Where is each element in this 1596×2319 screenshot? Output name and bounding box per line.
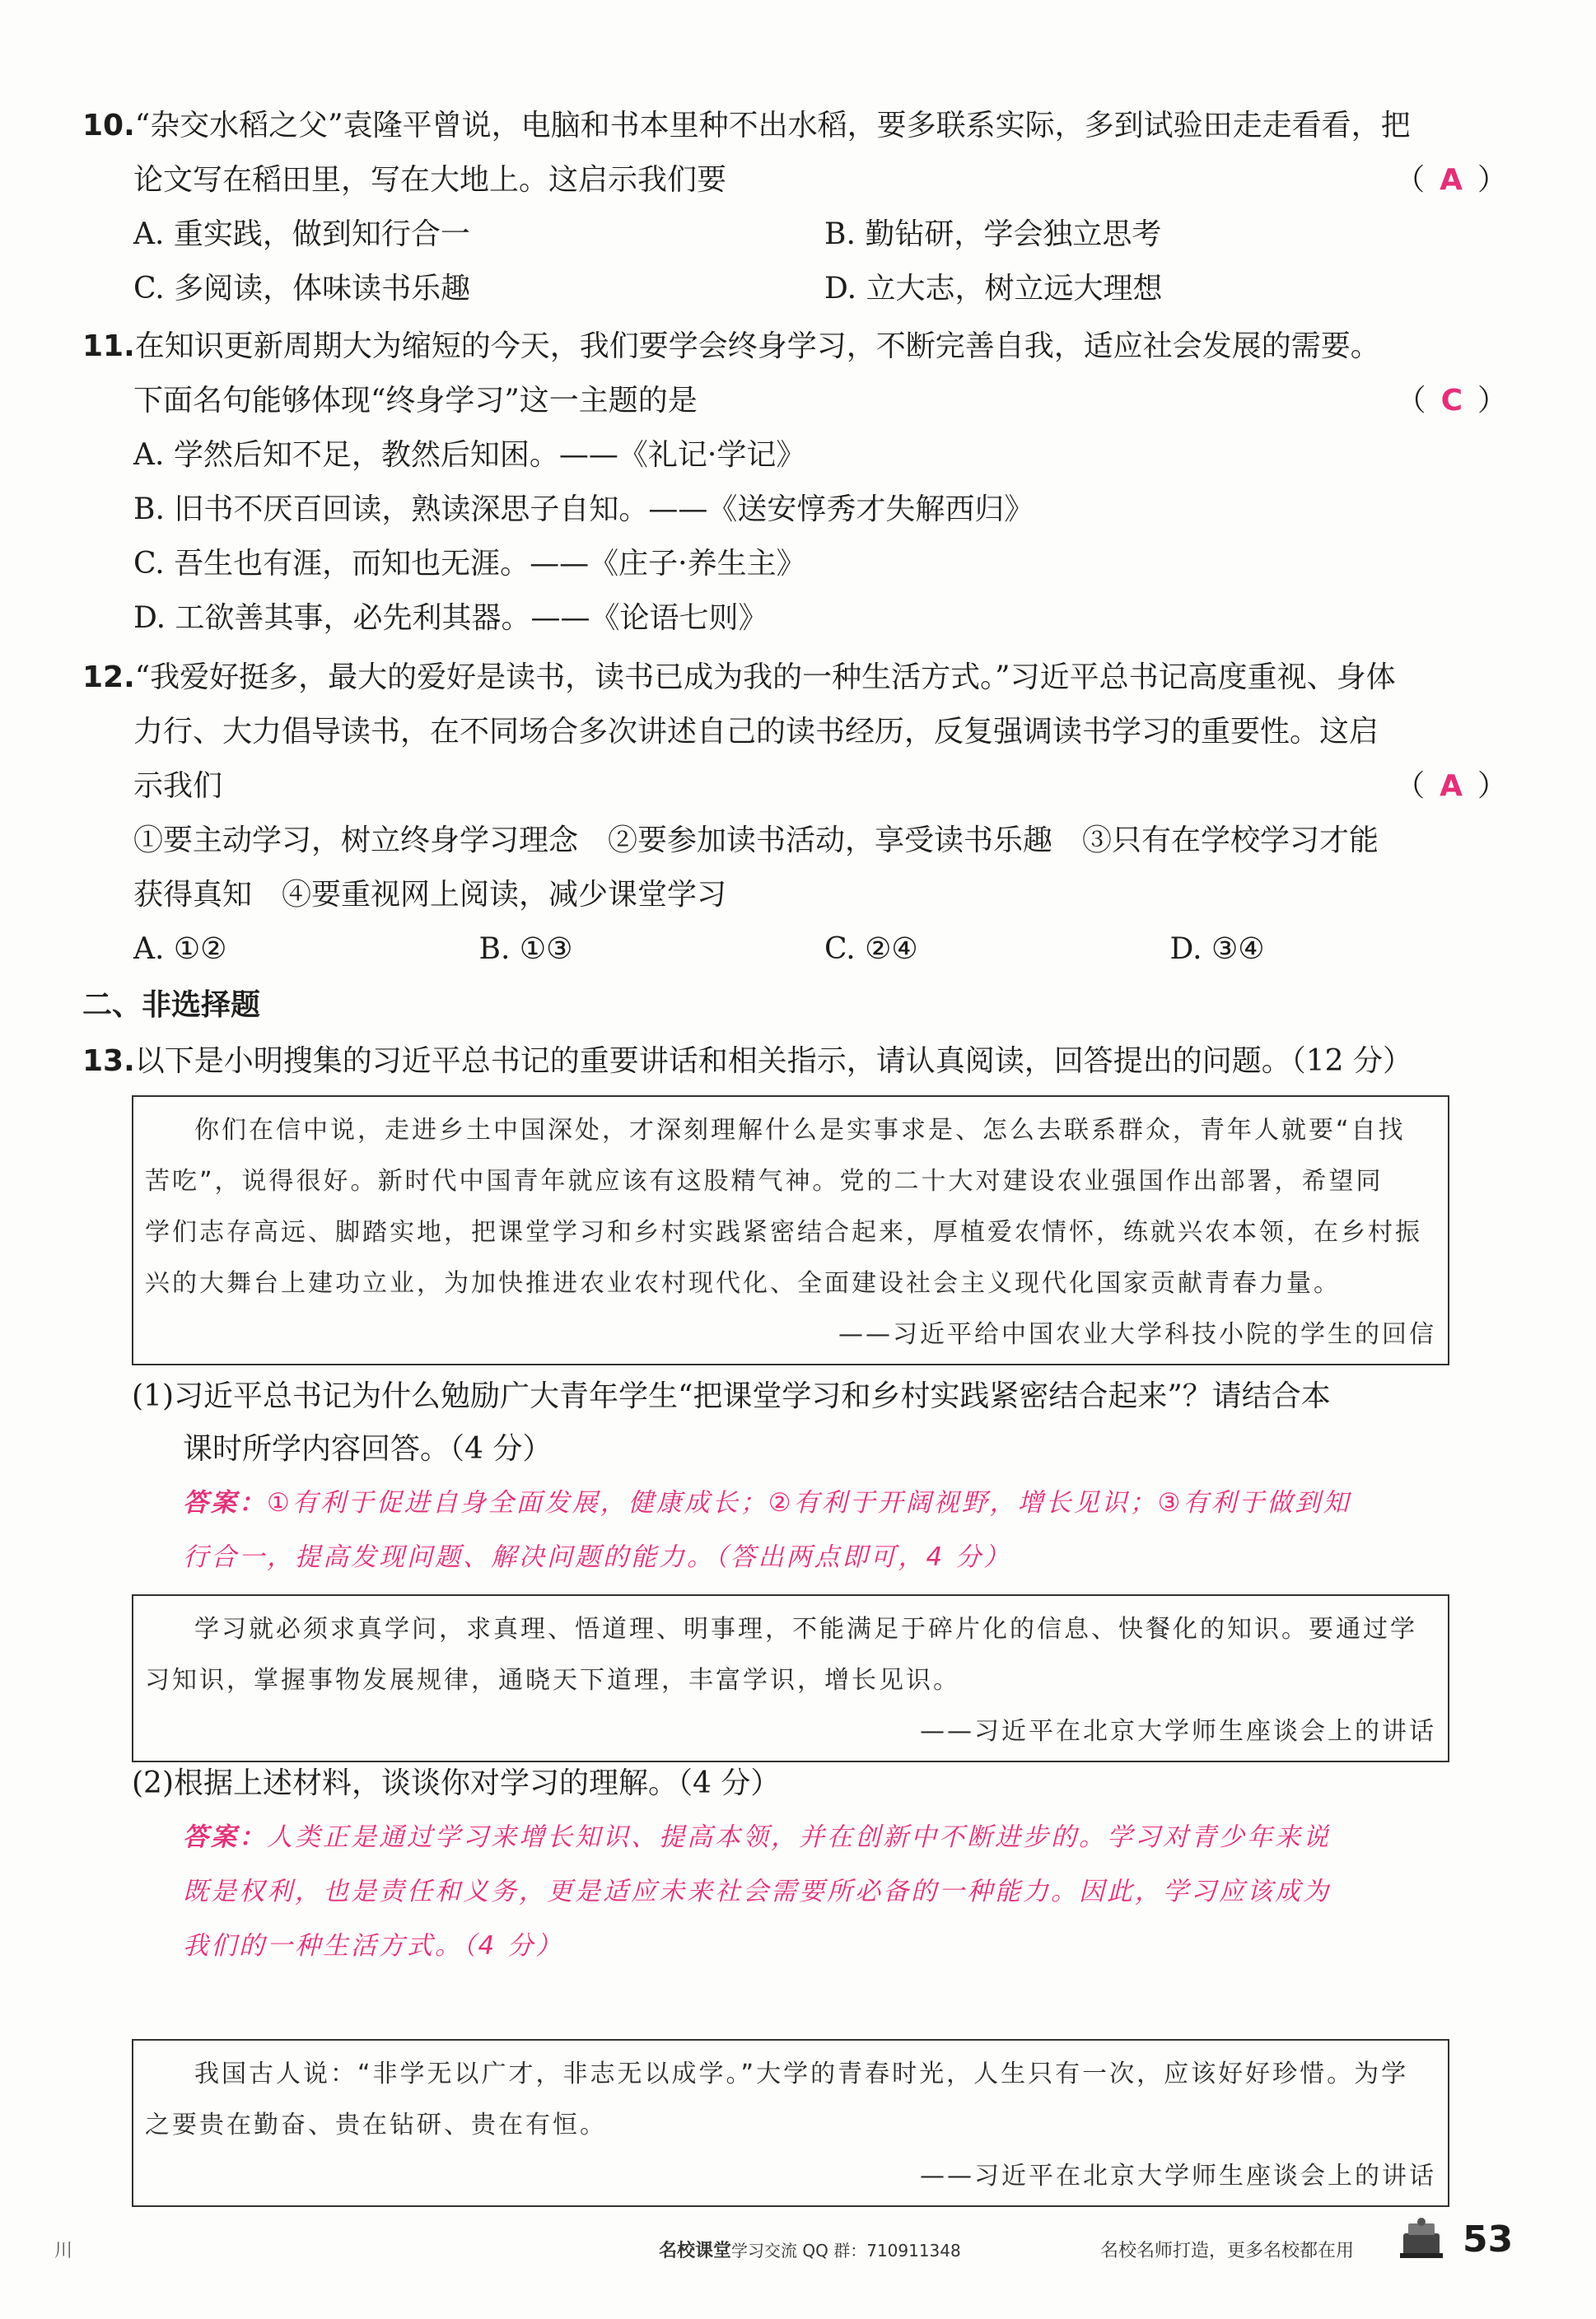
- answer-1: [183, 1476, 1509, 1584]
- option-d: D. 工欲善其事，必先利其器。——《论语七则》: [133, 601, 768, 635]
- sub-question-2: [132, 1757, 1515, 1810]
- option-a: A. 学然后知不足，教然后知困。——《礼记·学记》: [133, 438, 806, 472]
- option-d: D. ③④: [1169, 932, 1265, 966]
- footer-slogan: 名校名师打造，更多名校都在用: [1100, 2241, 1355, 2261]
- material-line: 之要贵在勤奋、贵在钻研、贵在有恒。: [145, 2111, 607, 2139]
- answer-letter: A: [1440, 769, 1463, 803]
- answer-line: 既是权利，也是责任和义务，更是适应未来社会需要所必备的一种能力。因此，学习应该成为: [183, 1877, 1331, 1906]
- sub-question-line: (1)习近平总书记为什么勉励广大青年学生“把课堂学习和乡村实践紧密结合起来”？请结合本: [132, 1379, 1331, 1413]
- footer-qq-group: [659, 2237, 961, 2262]
- question-number: 13.: [82, 1044, 135, 1078]
- material-source: ——习近平给中国农业大学科技小院的学生的回信: [838, 1320, 1436, 1349]
- answer-label: 答案：: [183, 1822, 267, 1852]
- statement-line: ①要主动学习，树立终身学习理念 ②要参加读书活动，享受读书乐趣 ③只有在学校学习才能: [133, 824, 1379, 857]
- page-number: 53: [1463, 2219, 1514, 2261]
- section-title: 二、非选择题: [82, 988, 261, 1022]
- answer-line: 行合一，提高发现问题、解决问题的能力。（答出两点即可，4 分）: [183, 1542, 1012, 1572]
- answer-line: ①有利于促进自身全面发展，健康成长；②有利于开阔视野，增长见识；③有利于做到知: [267, 1488, 1351, 1518]
- option-a: A. ①②: [133, 932, 227, 966]
- answer-bracket: （ C ）: [1396, 384, 1507, 418]
- material-box-2: [132, 1594, 1449, 1762]
- answer-letter: A: [1440, 163, 1463, 197]
- answer-bracket: （ A ）: [1395, 163, 1507, 197]
- material-line: 你们在信中说，走进乡土中国深处，才深刻理解什么是实事求是、怎么去联系群众，青年人就要“自找: [194, 1116, 1406, 1145]
- material-line: 苦吃”，说得很好。新时代中国青年就应该有这股精气神。党的二十大对建设农业强国作出部署，希望同: [145, 1167, 1384, 1196]
- question-number: 10.: [82, 109, 135, 142]
- footer-region-mark: 川: [54, 2241, 73, 2261]
- sub-question-1: [132, 1370, 1515, 1476]
- option-d: D. 立大志，树立远大理想: [824, 272, 1163, 306]
- answer-line: 人类正是通过学习来增长知识、提高本领，并在创新中不断进步的。学习对青少年来说: [267, 1822, 1331, 1852]
- option-c: C. 吾生也有涯，而知也无涯。——《庄子·养生主》: [133, 547, 806, 581]
- answer-letter: C: [1440, 384, 1463, 418]
- question-12: [82, 651, 1515, 977]
- material-line: 习知识，掌握事物发展规律，通晓天下道理，丰富学识，增长见识。: [145, 1666, 960, 1695]
- material-box-1: [132, 1095, 1449, 1365]
- material-line: 我国古人说：“非学无以广才，非志无以成学。”大学的青春时光，人生只有一次，应该好好珍惜。为学: [194, 2060, 1409, 2088]
- sub-question-line: 课时所学内容回答。（4 分）: [183, 1432, 553, 1466]
- statement-line: 获得真知 ④要重视网上阅读，减少课堂学习: [133, 878, 727, 912]
- answer-2: [183, 1810, 1509, 1973]
- question-number: 12.: [82, 660, 135, 694]
- option-c: C. 多阅读，体味读书乐趣: [133, 272, 471, 306]
- material-line: 学习就必须求真学问，求真理、悟道理、明事理，不能满足于碎片化的信息、快餐化的知识。要通过学: [194, 1615, 1417, 1644]
- material-box-3: [132, 2039, 1449, 2207]
- option-b: B. 勤钻研，学会独立思考: [824, 217, 1162, 251]
- footer-brand: 名校课堂: [659, 2241, 732, 2261]
- option-a: A. 重实践，做到知行合一: [133, 217, 470, 251]
- option-b: B. 旧书不厌百回读，熟读深思子自知。——《送安惇秀才失解西归》: [133, 492, 1034, 526]
- material-line: 兴的大舞台上建功立业，为加快推进农业农村现代化、全面建设社会主义现代化国家贡献青春力量。: [145, 1269, 1341, 1298]
- sub-question-line: (2)根据上述材料，谈谈你对学习的理解。（4 分）: [132, 1766, 781, 1800]
- question-text-line: 下面名句能够体现“终身学习”这一主题的是: [133, 384, 698, 418]
- question-text-line: 论文写在稻田里，写在大地上。这启示我们要: [133, 163, 727, 197]
- question-text-line: 力行、大力倡导读书，在不同场合多次讲述自己的读书经历，反复强调读书学习的重要性。这启: [133, 715, 1379, 749]
- question-text-line: 以下是小明搜集的习近平总书记的重要讲话和相关指示，请认真阅读，回答提出的问题。（12 分）: [134, 1044, 1413, 1078]
- brand-logo-icon: [1397, 2215, 1446, 2261]
- question-text-line: “杂交水稻之父”袁隆平曾说，电脑和书本里种不出水稻，要多联系实际，多到试验田走走看看，把: [134, 109, 1411, 142]
- material-source: ——习近平在北京大学师生座谈会上的讲话: [920, 1717, 1436, 1746]
- answer-label: 答案：: [183, 1488, 267, 1518]
- question-text-line: 在知识更新周期大为缩短的今天，我们要学会终身学习，不断完善自我，适应社会发展的需要。: [134, 329, 1380, 363]
- answer-line: 我们的一种生活方式。（4 分）: [183, 1931, 564, 1961]
- material-line: 学们志存高远、脚踏实地，把课堂学习和乡村实践紧密结合起来，厚植爱农情怀，练就兴农本领，在乡村振: [145, 1218, 1422, 1247]
- option-c: C. ②④: [824, 932, 918, 966]
- option-b: B. ①③: [478, 932, 573, 966]
- question-number: 11.: [82, 329, 135, 363]
- material-source: ——习近平在北京大学师生座谈会上的讲话: [920, 2162, 1436, 2191]
- question-11: [82, 320, 1515, 646]
- question-10: [82, 99, 1515, 316]
- question-text-line: “我爱好挺多，最大的爱好是读书，读书已成为我的一种生活方式。”习近平总书记高度重视、身体: [134, 660, 1396, 694]
- footer-qq-text: 学习交流 QQ 群：710911348: [731, 2241, 961, 2261]
- question-text-line: 示我们: [133, 769, 223, 803]
- answer-bracket: （ A ）: [1395, 769, 1507, 803]
- question-13-intro: [82, 1034, 1515, 1089]
